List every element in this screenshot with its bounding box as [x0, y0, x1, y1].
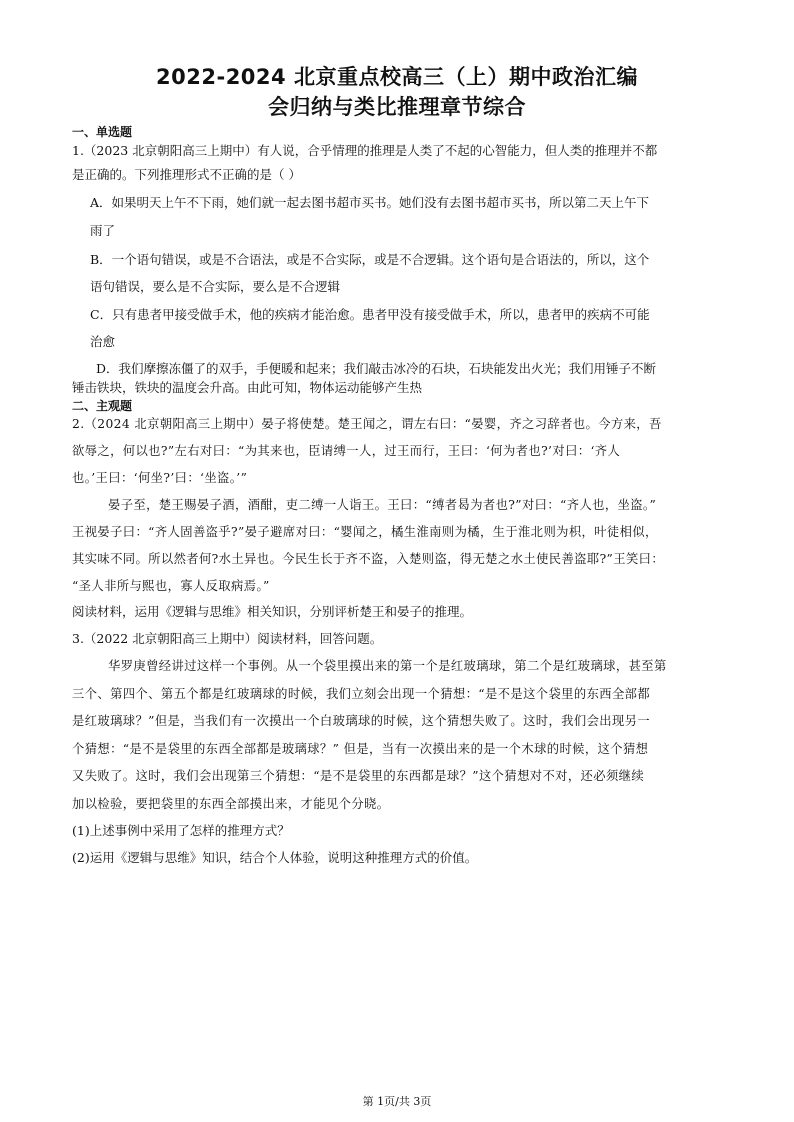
q3-material-line6: 加以检验，要把袋里的东西全部摸出来，才能见个分晓。	[72, 797, 390, 811]
page-number-footer: 第 1页/共 3页	[362, 1095, 432, 1108]
q1-option-c-line1: C．只有患者甲接受做手术，他的疾病才能治愈。患者甲没有接受做手术，所以，患者甲的疾病不可能	[90, 307, 650, 322]
section-heading-subjective: 二、主观题	[72, 399, 133, 413]
q1-option-d-line2: 锤击铁块，铁块的温度会升高。由此可知，物体运动能够产生热	[72, 380, 423, 395]
q3-material-line5: 又失败了。这时，我们会出现第三个猜想：“是不是袋里的东西都是球？”这个猜想对不对，还必须继续	[72, 769, 645, 783]
q1-option-b-line1: B．一个语句错误，或是不合语法，或是不合实际，或是不合逻辑。这个语句是合语法的，所以，这个	[90, 252, 650, 267]
q3-material-line4: 个猜想：“是不是袋里的东西全部都是玻璃球？” 但是，当有一次摸出来的是一个木球的时候，这个猜想	[72, 742, 649, 756]
q2-line4: 晏子至，楚王赐晏子酒，酒酣，吏二缚一人诣王。王曰：“缚者曷为者也?”对曰：“齐人也，坐盗。”	[108, 498, 657, 512]
q1-stem-line2: 是正确的。下列推理形式不正确的是（ ）	[72, 167, 301, 182]
q1-option-c-line2: 治愈	[90, 334, 116, 349]
q3-material-line1: 华罗庚曾经讲过这样一个事例。从一个袋里摸出来的第一个是红玻璃球，第二个是红玻璃球，甚至第	[108, 659, 667, 673]
q3-subquestion-2: (2)运用《逻辑与思维》知识，结合个人体验，说明这种推理方式的价值。	[72, 850, 478, 865]
q2-line1: 2.（2024 北京朝阳高三上期中）晏子将使楚。楚王闻之，谓左右曰：“晏婴，齐之习辞者也。今方来，吾	[72, 417, 662, 431]
q2-line2: 欲辱之，何以也?”左右对曰：“为其来也，臣请缚一人，过王而行，王曰：‘何为者也?’对曰：‘齐人	[72, 444, 621, 458]
q2-line5: 王视晏子曰：“齐人固善盗乎?”晏子避席对曰：“婴闻之，橘生淮南则为橘，生于淮北则为枳，叶徒相似，	[72, 525, 658, 539]
q3-material-line3: 是红玻璃球？”但是，当我们有一次摸出一个白玻璃球的时候，这个猜想失败了。这时，我们会出现另一	[72, 714, 651, 728]
q1-option-d-line1: D．我们摩擦冻僵了的双手，手便暖和起来；我们敲击冰冷的石块，石块能发出火光；我们用锤子不断	[96, 361, 657, 376]
document-title-line2: 会归纳与类比推理章节综合	[268, 95, 526, 119]
q2-prompt: 阅读材料，运用《逻辑与思维》相关知识，分别评析楚王和晏子的推理。	[72, 604, 473, 619]
q2-line6: 其实味不同。所以然者何?水土异也。今民生长于齐不盗，入楚则盗，得无楚之水土使民善盗耶?”王笑曰：	[72, 552, 665, 566]
q3-subquestion-1: (1)上述事例中采用了怎样的推理方式？	[72, 823, 290, 838]
q2-line7: “圣人非所与熙也，寡人反取病焉。”	[72, 579, 270, 593]
q1-option-a-line1: A．如果明天上午不下雨，她们就一起去图书超市买书。她们没有去图书超市买书，所以第二天上午下	[90, 195, 650, 210]
q3-stem: 3.（2022 北京朝阳高三上期中）阅读材料，回答问题。	[72, 631, 383, 646]
q2-line3: 也。’王曰：‘何坐?’曰：‘坐盗。’”	[72, 471, 248, 485]
q1-stem-line1: 1.（2023 北京朝阳高三上期中）有人说，合乎情理的推理是人类了不起的心智能力，但人类的推理并不都	[72, 143, 658, 158]
q1-option-a-line2: 雨了	[90, 223, 116, 238]
document-title-line1: 2022-2024 北京重点校高三（上）期中政治汇编	[156, 65, 638, 89]
q1-option-b-line2: 语句错误，要么是不合实际，要么是不合逻辑	[90, 279, 341, 294]
section-heading-single-choice: 一、单选题	[72, 125, 133, 139]
q3-material-line2: 三个、第四个、第五个都是红玻璃球的时候，我们立刻会出现一个猜想：“是不是这个袋里的东西全部都	[72, 687, 651, 701]
